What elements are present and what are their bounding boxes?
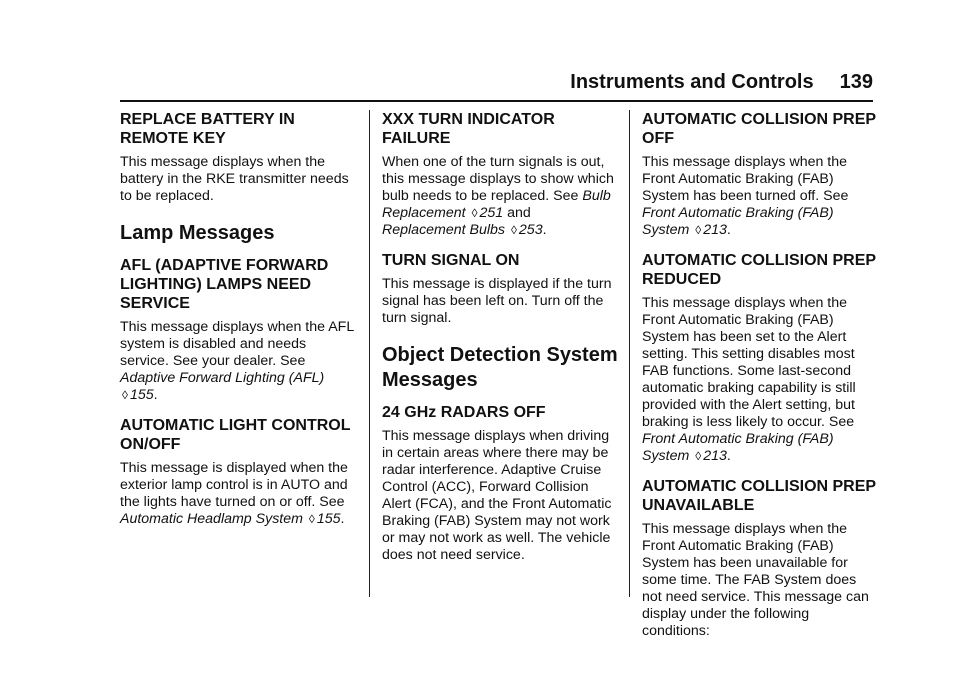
ref-afl-link[interactable]: Adaptive Forward Lighting (AFL): [120, 370, 325, 386]
page-arrow-icon: ◊: [695, 449, 702, 463]
heading-acp-unavailable: AUTOMATIC COLLISION PREP UNAVAILABLE: [642, 478, 876, 514]
page-arrow-icon: ◊: [122, 388, 128, 402]
page-arrow-icon: ◊: [510, 223, 517, 237]
heading-object-detection: Object Detection System Messages: [382, 344, 618, 391]
column-divider-2: [629, 110, 630, 597]
page-arrow-icon: ◊: [471, 206, 478, 220]
body-acp-reduced: This message displays when the Front Automatic Braking (FAB) System has been set to the Alert setting. This setting disables most FAB functions. Some last-second automatic braking capability is still provided with the Alert setting, but braking is less likely to occur. See Front Automatic Braking (FAB) System ◊ 213.: [642, 295, 856, 464]
heading-lamp-messages: Lamp Messages: [120, 222, 275, 244]
ref-bulb-replacement-page[interactable]: 251: [479, 205, 504, 221]
body-turn-indicator-failure: When one of the turn signals is out, this message displays to show which bulb needs to be replaced. See Bulb Replacement ◊ 251 and Replacement Bulbs ◊ 253.: [382, 154, 614, 238]
heading-replace-battery: REPLACE BATTERY IN REMOTE KEY: [120, 111, 295, 147]
ref-fab-page-2[interactable]: 213: [703, 448, 727, 464]
body-acp-off: This message displays when the Front Automatic Braking (FAB) System has been turned off. See Front Automatic Braking (FAB) System ◊ 213.: [642, 154, 849, 238]
page-number: 139: [839, 71, 873, 93]
heading-turn-indicator-failure: XXX TURN INDICATOR FAILURE: [382, 111, 555, 147]
page-header: [120, 71, 873, 94]
section-title: Instruments and Controls: [570, 71, 814, 93]
heading-radars-off: 24 GHz RADARS OFF: [382, 404, 546, 421]
column-2: [382, 110, 618, 576]
heading-acp-off: AUTOMATIC COLLISION PREP OFF: [642, 111, 876, 147]
heading-turn-signal-on: TURN SIGNAL ON: [382, 252, 520, 269]
body-radars-off: This message displays when driving in certain areas where there may be radar interference. Adaptive Cruise Control (ACC), Forward Collision Alert (FCA), and the Front Automatic Braking (FAB) System may not work or may not work as well. The vehicle does not need service.: [382, 428, 612, 563]
ref-auto-headlamp-link[interactable]: Automatic Headlamp System: [120, 511, 303, 527]
ref-afl-page[interactable]: 155: [129, 387, 154, 403]
body-auto-light: This message is displayed when the exterior lamp control is in AUTO and the lights have turned on or off. See Automatic Headlamp System ◊ 155.: [120, 460, 348, 527]
column-divider-1: [369, 110, 370, 597]
page-arrow-icon: ◊: [308, 512, 315, 526]
ref-auto-headlamp-page[interactable]: 155: [316, 511, 341, 527]
body-replace-battery: This message displays when the battery in the RKE transmitter needs to be replaced.: [120, 154, 349, 204]
ref-fab-link-1[interactable]: Front Automatic Braking (FAB) System: [642, 205, 834, 238]
ref-bulb-replacement-link[interactable]: Bulb Replacement: [382, 188, 611, 221]
column-1: [120, 110, 356, 540]
heading-acp-reduced: AUTOMATIC COLLISION PREP REDUCED: [642, 252, 876, 288]
heading-afl-lamps: AFL (ADAPTIVE FORWARD LIGHTING) LAMPS NEED SERVICE: [120, 257, 329, 312]
page-arrow-icon: ◊: [695, 223, 702, 237]
body-afl-lamps: This message displays when the AFL system is disabled and needs service. See your dealer. See Adaptive Forward Lighting (AFL) ◊ 155.: [120, 319, 354, 403]
body-turn-signal-on: This message is displayed if the turn signal has been left on. Turn off the turn signal.: [382, 276, 612, 326]
column-3: [642, 110, 878, 652]
ref-replacement-bulbs-link[interactable]: Replacement Bulbs: [382, 222, 506, 238]
ref-fab-page-1[interactable]: 213: [703, 222, 727, 238]
body-acp-unavailable: This message displays when the Front Automatic Braking (FAB) System has been unavailable for some time. The FAB System does not need service. This message can display under the following conditions:: [642, 521, 869, 639]
ref-replacement-bulbs-page[interactable]: 253: [518, 222, 543, 238]
ref-fab-link-2[interactable]: Front Automatic Braking (FAB) System: [642, 431, 834, 464]
heading-auto-light: AUTOMATIC LIGHT CONTROL ON/OFF: [120, 417, 351, 453]
header-rule: [120, 100, 873, 102]
